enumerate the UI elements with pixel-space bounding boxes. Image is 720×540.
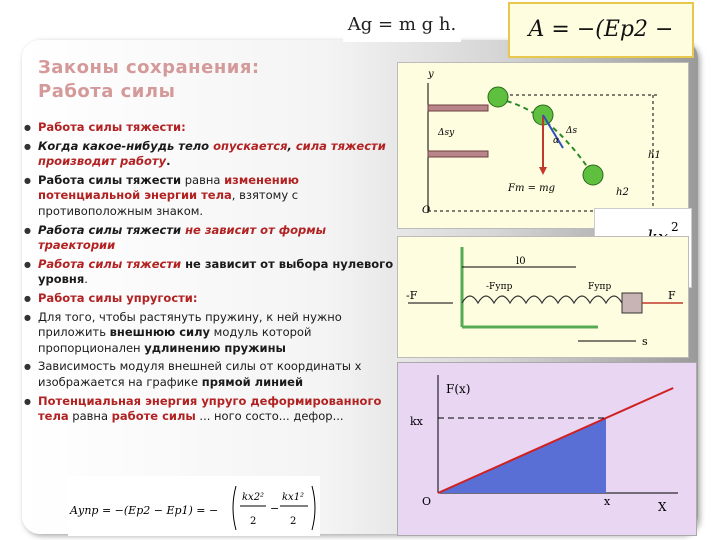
kx1-num: kx1² bbox=[282, 492, 305, 503]
bullet-item bbox=[22, 394, 394, 425]
slide-title bbox=[38, 56, 368, 104]
bullet-text: модуль которой пропорционален bbox=[38, 325, 312, 355]
title-line-2: Работа силы bbox=[38, 81, 176, 102]
gravity-svg bbox=[398, 63, 688, 228]
bullet-text: прямой линией bbox=[201, 374, 304, 389]
bullet-item bbox=[22, 359, 394, 390]
delta-s-label: Δs bbox=[566, 126, 578, 136]
bullet-item bbox=[22, 139, 394, 170]
h2-label: h2 bbox=[616, 187, 629, 198]
bullet-item bbox=[22, 120, 394, 136]
bullet-text: работе силы bbox=[111, 409, 196, 424]
spring-coil bbox=[462, 296, 622, 303]
bullet-text: изменению потенциальной энергии тела bbox=[38, 172, 299, 203]
spring-block bbox=[622, 293, 642, 313]
x-tick-label: x bbox=[604, 495, 611, 508]
bullet-text: Работа силы упругости: bbox=[38, 290, 198, 305]
bullet-item bbox=[22, 257, 394, 288]
bullet-text: Работа силы тяжести bbox=[38, 256, 182, 271]
bullet-text: , bbox=[287, 138, 296, 153]
l0-label: l0 bbox=[516, 256, 526, 267]
ball-bottom bbox=[583, 165, 603, 185]
bullet-text: Зависимость модуля внешней силы от координаты x изображается на графике bbox=[38, 359, 362, 389]
bullet-text: Работа силы тяжести: bbox=[38, 120, 186, 134]
f-label: F bbox=[668, 289, 676, 302]
s-label: s bbox=[642, 335, 648, 348]
bullet-text: удлинению пружины bbox=[144, 340, 286, 355]
force-graph bbox=[397, 362, 697, 536]
a-upr-lhs: Aупр = −(Ep2 − Ep1) = − bbox=[70, 504, 219, 517]
spring-svg bbox=[398, 237, 688, 357]
bullet-list bbox=[22, 120, 394, 428]
bullet-text: сила тяжести производит работу bbox=[38, 138, 386, 169]
gravity-diagram bbox=[397, 62, 689, 229]
y-axis-label: y bbox=[428, 69, 434, 80]
h1-label: h1 bbox=[648, 150, 661, 161]
bullet-text: равна bbox=[68, 409, 112, 424]
elastic-energy-formula bbox=[68, 476, 320, 536]
svg-text:−: − bbox=[270, 502, 280, 515]
elastic-energy-svg bbox=[68, 476, 320, 536]
kx1-den: 2 bbox=[290, 516, 297, 527]
bullet-text: Работа силы тяжести bbox=[38, 172, 182, 187]
kx-label: kx bbox=[410, 415, 423, 428]
origin-label: O bbox=[422, 495, 432, 508]
bullet-item bbox=[22, 310, 394, 357]
bullet-text: ... ного состо... дефор... bbox=[195, 409, 344, 424]
graph-svg bbox=[398, 363, 696, 535]
bullet-text: не зависит от формы траектории bbox=[38, 222, 327, 253]
bullet-item bbox=[22, 291, 394, 307]
bullet-text: Когда какое-нибудь тело bbox=[38, 138, 214, 153]
bullet-item bbox=[22, 223, 394, 254]
spring-diagram bbox=[397, 236, 689, 358]
svg-text:2: 2 bbox=[671, 220, 679, 234]
f-upr-label: Fупр bbox=[588, 282, 612, 292]
kx2-den: 2 bbox=[250, 516, 257, 527]
x-axis-title: X bbox=[658, 500, 667, 514]
bullet-text: Работа силы тяжести bbox=[38, 222, 186, 237]
upper-shelf bbox=[428, 105, 488, 111]
bullet-text: Потенциальная энергия упруго деформированного тела bbox=[38, 393, 382, 424]
y-axis-title: F(x) bbox=[446, 382, 471, 396]
bullet-text: , взятому с противоположным знаком. bbox=[38, 188, 299, 218]
kx2-num: kx2² bbox=[242, 492, 265, 503]
ball-top bbox=[488, 87, 508, 107]
bullet-text: Для того, чтобы растянуть пружину, к ней нужно приложить bbox=[38, 309, 342, 340]
gravity-force-label: Fт = mg bbox=[508, 183, 556, 194]
bullet-text: внешнюю силу bbox=[109, 325, 210, 340]
bullet-text: равна bbox=[181, 172, 225, 187]
formula-gravity-work: Ag = m g h. bbox=[343, 8, 461, 42]
alpha-label: α bbox=[553, 136, 560, 146]
title-line-1: Законы сохранения: bbox=[38, 57, 260, 78]
minus-f-label: -F bbox=[406, 289, 418, 302]
delta-sy-label: Δsy bbox=[438, 128, 455, 138]
lower-shelf bbox=[428, 151, 488, 157]
minus-f-upr-label: -Fупр bbox=[486, 282, 513, 292]
bullet-item bbox=[22, 173, 394, 220]
bullet-text: опускается bbox=[213, 138, 288, 153]
origin-label: O bbox=[422, 205, 431, 216]
formula-energy-change: A = −(Ep2 − bbox=[508, 2, 694, 58]
bullet-text: не зависит от выбора нулевого уровня bbox=[38, 256, 394, 287]
bullet-text: . bbox=[84, 272, 88, 287]
bullet-text: . bbox=[166, 154, 171, 169]
